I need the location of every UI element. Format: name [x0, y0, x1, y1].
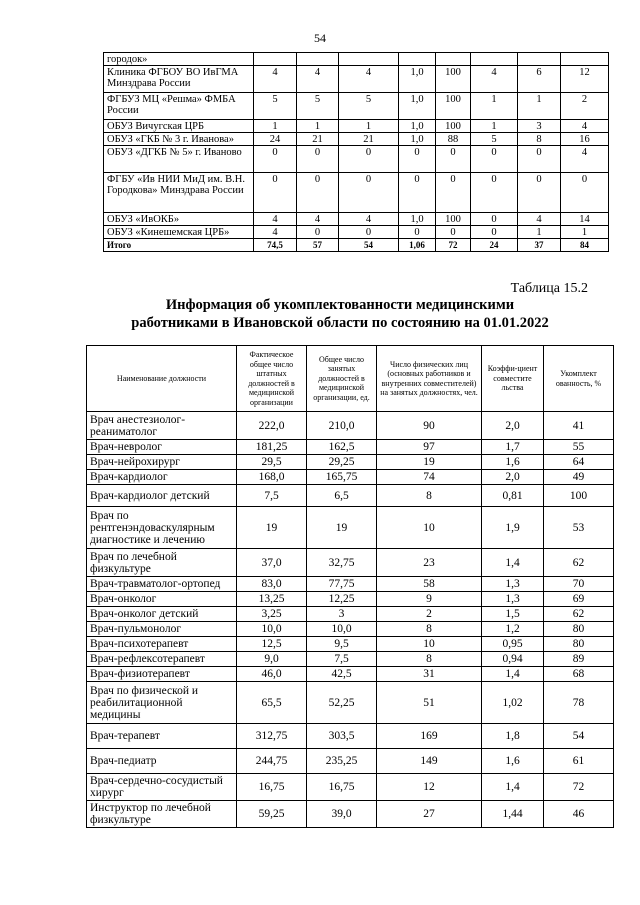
table-row	[87, 485, 614, 507]
value-cell: 61	[544, 749, 614, 774]
value-cell: 4	[254, 226, 297, 239]
value-cell: 100	[436, 120, 471, 133]
value-cell	[471, 53, 518, 66]
value-cell: 19	[237, 507, 307, 549]
row-label-cell: Врач-физиотерапевт	[87, 667, 237, 682]
value-cell: 1,44	[482, 801, 544, 828]
header-physical-persons: Число физических лиц (основных работников и внутренних совместителей) на занятых должностях, чел.	[377, 346, 482, 412]
value-cell: 4	[254, 213, 297, 226]
value-cell	[254, 53, 297, 66]
value-cell: 55	[544, 440, 614, 455]
value-cell: 3	[518, 120, 561, 133]
value-cell: 8	[518, 133, 561, 146]
value-cell: 53	[544, 507, 614, 549]
value-cell: 12	[377, 774, 482, 801]
total-value-cell: 54	[339, 239, 399, 252]
value-cell	[297, 53, 339, 66]
value-cell: 0	[561, 173, 609, 213]
value-cell: 12,25	[307, 592, 377, 607]
value-cell: 1	[471, 120, 518, 133]
value-cell: 83,0	[237, 577, 307, 592]
total-value-cell: 84	[561, 239, 609, 252]
value-cell: 10	[377, 507, 482, 549]
value-cell: 4	[561, 146, 609, 173]
row-label-cell: Врач-онколог детский	[87, 607, 237, 622]
value-cell	[436, 53, 471, 66]
value-cell: 312,75	[237, 724, 307, 749]
value-cell: 89	[544, 652, 614, 667]
value-cell: 8	[377, 652, 482, 667]
value-cell: 49	[544, 470, 614, 485]
value-cell: 1,0	[399, 93, 436, 120]
row-label-cell: ФГБУ «Ив НИИ МиД им. В.Н. Городкова» Минздрава России	[104, 173, 254, 213]
row-label-cell: Врач по рентгенэндоваскулярным диагностике и лечению	[87, 507, 237, 549]
value-cell: 0	[339, 173, 399, 213]
value-cell: 210,0	[307, 412, 377, 440]
staffing-table-continued	[103, 52, 609, 252]
value-cell: 70	[544, 577, 614, 592]
value-cell: 100	[436, 93, 471, 120]
value-cell: 1	[561, 226, 609, 239]
value-cell: 0,94	[482, 652, 544, 667]
value-cell: 65,5	[237, 682, 307, 724]
value-cell: 1,0	[399, 213, 436, 226]
value-cell: 3	[307, 607, 377, 622]
value-cell: 54	[544, 724, 614, 749]
table-row	[87, 667, 614, 682]
value-cell: 100	[544, 485, 614, 507]
value-cell: 41	[544, 412, 614, 440]
total-value-cell: 57	[297, 239, 339, 252]
table-row	[87, 440, 614, 455]
table-row	[104, 53, 609, 66]
header-combination-coefficient: Коэффи-циент совместите льства	[482, 346, 544, 412]
value-cell: 19	[307, 507, 377, 549]
value-cell	[339, 53, 399, 66]
value-cell: 29,25	[307, 455, 377, 470]
value-cell: 78	[544, 682, 614, 724]
value-cell: 12,5	[237, 637, 307, 652]
value-cell: 1	[518, 93, 561, 120]
value-cell: 244,75	[237, 749, 307, 774]
value-cell	[561, 53, 609, 66]
value-cell: 9,5	[307, 637, 377, 652]
value-cell: 16,75	[237, 774, 307, 801]
row-label-cell: ФГБУЗ МЦ «Решма» ФМБА России	[104, 93, 254, 120]
value-cell: 62	[544, 549, 614, 577]
table-label: Таблица 15.2	[510, 281, 588, 296]
value-cell: 1,4	[482, 549, 544, 577]
row-label-cell: ОБУЗ «ИвОКБ»	[104, 213, 254, 226]
value-cell: 31	[377, 667, 482, 682]
table-row	[87, 412, 614, 440]
value-cell	[518, 53, 561, 66]
value-cell: 1,4	[482, 667, 544, 682]
value-cell: 27	[377, 801, 482, 828]
value-cell: 46,0	[237, 667, 307, 682]
value-cell: 0	[297, 173, 339, 213]
value-cell: 46	[544, 801, 614, 828]
row-label-cell: Врач-травматолог-ортопед	[87, 577, 237, 592]
row-label-cell: Врач-невролог	[87, 440, 237, 455]
value-cell: 1,4	[482, 774, 544, 801]
value-cell: 5	[297, 93, 339, 120]
row-label-cell: Инструктор по лечебной физкультуре	[87, 801, 237, 828]
row-label-cell: Врач по лечебной физкультуре	[87, 549, 237, 577]
value-cell: 72	[544, 774, 614, 801]
value-cell: 1,6	[482, 749, 544, 774]
table-row	[87, 592, 614, 607]
table-row	[87, 507, 614, 549]
table-title-line-1: Информация об укомплектованности медицинскими	[165, 297, 515, 313]
value-cell: 58	[377, 577, 482, 592]
value-cell: 1,3	[482, 592, 544, 607]
value-cell: 19	[377, 455, 482, 470]
value-cell: 1	[297, 120, 339, 133]
value-cell: 7,5	[237, 485, 307, 507]
total-value-cell: 37	[518, 239, 561, 252]
value-cell: 100	[436, 66, 471, 93]
value-cell: 32,75	[307, 549, 377, 577]
table-row	[87, 607, 614, 622]
value-cell: 80	[544, 622, 614, 637]
value-cell: 0	[254, 173, 297, 213]
row-label-cell: Врач-пульмонолог	[87, 622, 237, 637]
value-cell: 24	[254, 133, 297, 146]
total-value-cell: 1,06	[399, 239, 436, 252]
row-label-cell: Врач-кардиолог детский	[87, 485, 237, 507]
value-cell: 13,25	[237, 592, 307, 607]
value-cell: 0	[471, 146, 518, 173]
table-title-line-2: работниками в Ивановской области по состоянию на 01.01.2022	[131, 315, 549, 331]
value-cell: 14	[561, 213, 609, 226]
value-cell: 4	[339, 213, 399, 226]
value-cell: 90	[377, 412, 482, 440]
header-staff-positions: Фактическое общее число штатных должностей в медицинской организации	[237, 346, 307, 412]
value-cell: 0	[471, 226, 518, 239]
value-cell: 62	[544, 607, 614, 622]
value-cell: 1,8	[482, 724, 544, 749]
value-cell: 68	[544, 667, 614, 682]
header-occupied-positions: Общее число занятых должностей в медицинской организации, ед.	[307, 346, 377, 412]
value-cell: 5	[339, 93, 399, 120]
table-title	[40, 296, 640, 332]
table-row	[87, 470, 614, 485]
value-cell: 0,81	[482, 485, 544, 507]
value-cell: 0	[399, 146, 436, 173]
value-cell: 0	[399, 173, 436, 213]
value-cell: 0	[436, 146, 471, 173]
value-cell: 162,5	[307, 440, 377, 455]
value-cell: 4	[518, 213, 561, 226]
value-cell: 5	[471, 133, 518, 146]
row-label-cell: Врач-сердечно-сосудистый хирург	[87, 774, 237, 801]
row-label-cell: Врач-рефлексотерапевт	[87, 652, 237, 667]
row-label-cell: Клиника ФГБОУ ВО ИвГМА Минздрава России	[104, 66, 254, 93]
table-row	[87, 801, 614, 828]
value-cell: 1,5	[482, 607, 544, 622]
table-row	[104, 146, 609, 173]
table-row	[87, 749, 614, 774]
value-cell: 39,0	[307, 801, 377, 828]
value-cell: 1,7	[482, 440, 544, 455]
value-cell: 0	[399, 226, 436, 239]
table-row	[104, 173, 609, 213]
table-row	[104, 93, 609, 120]
value-cell: 6,5	[307, 485, 377, 507]
value-cell: 0	[339, 146, 399, 173]
value-cell: 1,3	[482, 577, 544, 592]
value-cell: 169	[377, 724, 482, 749]
value-cell: 9	[377, 592, 482, 607]
value-cell: 6	[518, 66, 561, 93]
value-cell: 181,25	[237, 440, 307, 455]
value-cell: 168,0	[237, 470, 307, 485]
row-label-cell: Врач-педиатр	[87, 749, 237, 774]
value-cell: 0,95	[482, 637, 544, 652]
value-cell: 2	[561, 93, 609, 120]
value-cell: 0	[339, 226, 399, 239]
value-cell: 21	[339, 133, 399, 146]
value-cell: 8	[377, 622, 482, 637]
value-cell: 51	[377, 682, 482, 724]
value-cell: 1	[254, 120, 297, 133]
total-row	[104, 239, 609, 252]
table-row	[87, 774, 614, 801]
row-label-cell: Врач по физической и реабилитационной медицины	[87, 682, 237, 724]
value-cell: 0	[297, 226, 339, 239]
value-cell: 1,2	[482, 622, 544, 637]
value-cell: 7,5	[307, 652, 377, 667]
value-cell: 4	[471, 66, 518, 93]
row-label-cell: Врач-кардиолог	[87, 470, 237, 485]
value-cell: 88	[436, 133, 471, 146]
value-cell: 1,0	[399, 66, 436, 93]
value-cell: 2	[377, 607, 482, 622]
value-cell: 235,25	[307, 749, 377, 774]
value-cell: 4	[254, 66, 297, 93]
row-label-cell: Врач-терапевт	[87, 724, 237, 749]
value-cell: 64	[544, 455, 614, 470]
row-label-cell: Врач-онколог	[87, 592, 237, 607]
value-cell: 74	[377, 470, 482, 485]
value-cell: 4	[297, 66, 339, 93]
value-cell: 149	[377, 749, 482, 774]
value-cell: 16	[561, 133, 609, 146]
value-cell: 10,0	[307, 622, 377, 637]
row-label-cell: Врач-нейрохирург	[87, 455, 237, 470]
table-row	[104, 133, 609, 146]
row-label-cell: городок»	[104, 53, 254, 66]
value-cell: 1,0	[399, 133, 436, 146]
table-row	[87, 577, 614, 592]
value-cell: 12	[561, 66, 609, 93]
value-cell: 5	[254, 93, 297, 120]
total-value-cell: 72	[436, 239, 471, 252]
value-cell: 10	[377, 637, 482, 652]
table-row	[87, 724, 614, 749]
value-cell: 1,6	[482, 455, 544, 470]
table-row	[87, 652, 614, 667]
value-cell: 0	[254, 146, 297, 173]
value-cell: 0	[518, 173, 561, 213]
value-cell: 37,0	[237, 549, 307, 577]
value-cell: 1	[339, 120, 399, 133]
value-cell: 1	[471, 93, 518, 120]
row-label-cell: ОБУЗ Вичугская ЦРБ	[104, 120, 254, 133]
value-cell: 0	[471, 213, 518, 226]
table-row	[87, 622, 614, 637]
value-cell: 3,25	[237, 607, 307, 622]
value-cell: 100	[436, 213, 471, 226]
row-label-cell: ОБУЗ «ДГКБ № 5» г. Иваново	[104, 146, 254, 173]
value-cell: 0	[436, 173, 471, 213]
value-cell: 4	[297, 213, 339, 226]
value-cell: 4	[339, 66, 399, 93]
value-cell: 52,25	[307, 682, 377, 724]
table-row	[87, 549, 614, 577]
value-cell: 0	[297, 146, 339, 173]
value-cell: 29,5	[237, 455, 307, 470]
table-row	[87, 637, 614, 652]
value-cell: 1,02	[482, 682, 544, 724]
value-cell: 21	[297, 133, 339, 146]
value-cell: 97	[377, 440, 482, 455]
value-cell: 9,0	[237, 652, 307, 667]
row-label-cell: ОБУЗ «ГКБ № 3 г. Иванова»	[104, 133, 254, 146]
medical-staffing-table	[86, 345, 614, 828]
value-cell: 16,75	[307, 774, 377, 801]
value-cell: 4	[561, 120, 609, 133]
value-cell	[399, 53, 436, 66]
value-cell: 0	[436, 226, 471, 239]
value-cell: 1,0	[399, 120, 436, 133]
value-cell: 10,0	[237, 622, 307, 637]
value-cell: 2,0	[482, 412, 544, 440]
table-row	[104, 213, 609, 226]
table-row	[104, 120, 609, 133]
header-staffing-percent: Укомплект ованность, %	[544, 346, 614, 412]
table-row	[87, 682, 614, 724]
value-cell: 1	[518, 226, 561, 239]
value-cell: 0	[471, 173, 518, 213]
table-row	[104, 66, 609, 93]
value-cell: 8	[377, 485, 482, 507]
value-cell: 222,0	[237, 412, 307, 440]
table-row	[104, 226, 609, 239]
value-cell: 59,25	[237, 801, 307, 828]
value-cell: 23	[377, 549, 482, 577]
value-cell: 2,0	[482, 470, 544, 485]
header-position: Наименование должности	[87, 346, 237, 412]
table-row	[87, 455, 614, 470]
value-cell: 165,75	[307, 470, 377, 485]
total-label-cell: Итого	[104, 239, 254, 252]
page-number: 54	[314, 31, 326, 45]
row-label-cell: ОБУЗ «Кинешемская ЦРБ»	[104, 226, 254, 239]
value-cell: 1,9	[482, 507, 544, 549]
value-cell: 303,5	[307, 724, 377, 749]
value-cell: 80	[544, 637, 614, 652]
total-value-cell: 24	[471, 239, 518, 252]
row-label-cell: Врач-психотерапевт	[87, 637, 237, 652]
value-cell: 42,5	[307, 667, 377, 682]
value-cell: 0	[518, 146, 561, 173]
row-label-cell: Врач анестезиолог-реаниматолог	[87, 412, 237, 440]
total-value-cell: 74,5	[254, 239, 297, 252]
value-cell: 77,75	[307, 577, 377, 592]
value-cell: 69	[544, 592, 614, 607]
